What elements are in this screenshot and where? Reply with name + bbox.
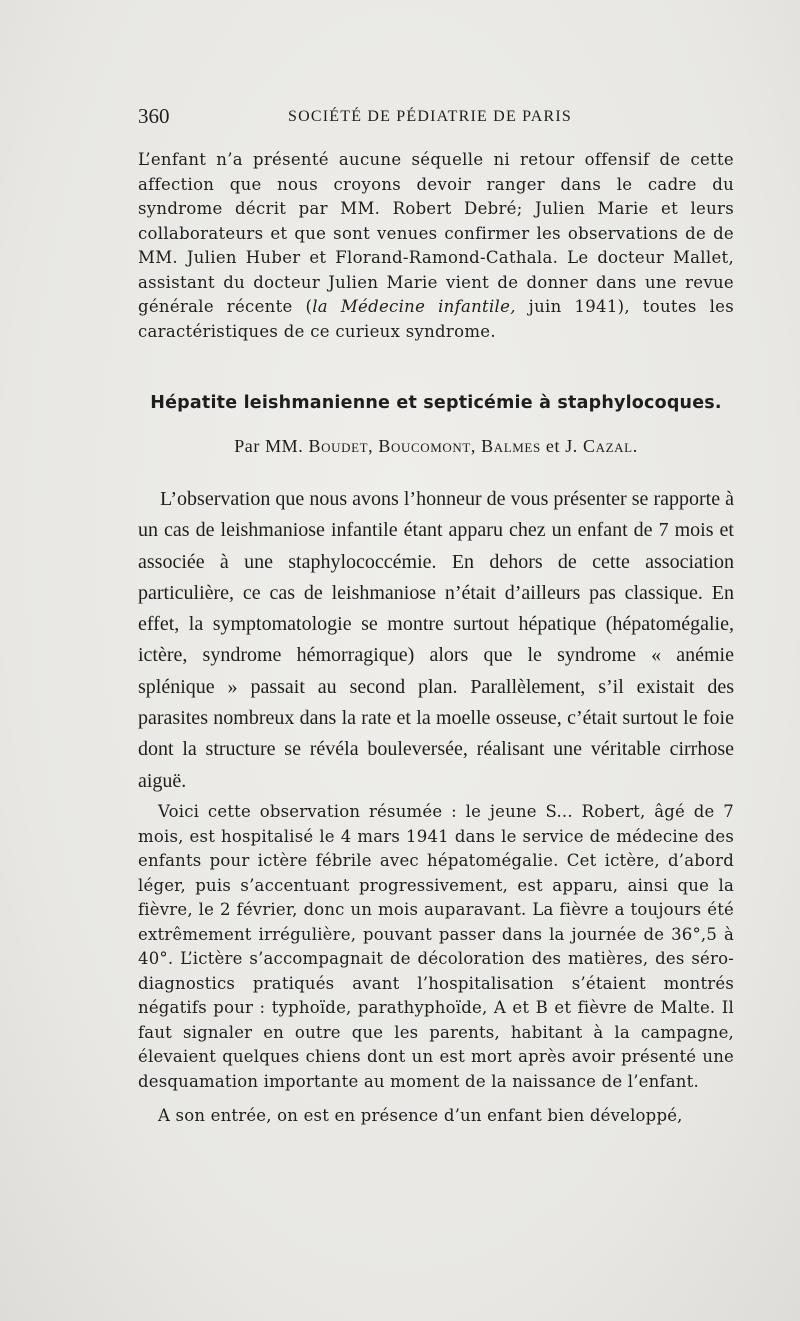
article-authors: Par MM. Boudet, Boucomont, Balmes et J. Cazal. (234, 436, 638, 456)
paragraph-continuation: A son entrée, on est en présence d’un enfant bien développé, (158, 1106, 683, 1125)
author-name: Boudet (308, 436, 369, 456)
paragraph-introduction: L’observation que nous avons l’honneur de vous présenter se rapporte à un cas de leishmaniose infantile étant apparu chez un enfant de 7 mois et associée à une staphylococcémie. En dehors de cette association particulière, ce cas de leishmaniose n’était d’ailleurs pas classique. En effet, la symptomatologie se montre surtout hépatique (hépatomégalie, ictère, syndrome hémorragique) alors que le syndrome « anémie splénique » passait au second plan. Parallèlement, s’il existait des parasites nombreux dans la rate et la moelle osseuse, c’était surtout le foie dont la structure se révéla bouleversée, réalisant une véritable cirrhose aiguë. (138, 488, 734, 792)
author-name: Balmes (481, 436, 541, 456)
author-name: Boucomont (378, 436, 471, 456)
article-title: Hépatite leishmanienne et septicémie à staphylocoques. (150, 393, 722, 413)
author-initial: J. (565, 436, 578, 456)
authors-end: . (632, 436, 638, 456)
author-name: Cazal (583, 436, 633, 456)
paragraph-previous-article-end (138, 148, 734, 344)
paragraph-text-after-citation: juin 1941), toutes les caractéristiques de ce curieux syndrome. (138, 297, 734, 341)
page-header (138, 104, 734, 130)
running-title: SOCIÉTÉ DE PÉDIATRIE DE PARIS (288, 108, 572, 125)
authors-prefix: Par MM. (234, 436, 304, 456)
authors-conjunction: et (545, 436, 561, 456)
journal-citation: la Médecine infantile, (312, 297, 516, 316)
paragraph-text: L’enfant n’a présenté aucune séquelle ni retour offensif de cette affection que nous croyons devoir ranger dans le cadre du syndrome décrit par MM. Robert Debré; Julien Marie et leurs collaborateurs et que sont venues confirmer les observations de de MM. Julien Huber et Florand-Ramond-Cathala. Le docteur Mallet, assistant du docteur Julien Marie vient de donner dans une revue générale récente ( (138, 150, 734, 316)
page-number: 360 (138, 104, 170, 128)
paragraph-observation: Voici cette observation résumée : le jeune S... Robert, âgé de 7 mois, est hospitalisé le 4 mars 1941 dans le service de médecine des enfants pour ictère fébrile avec hépatomégalie. Cet ictère, d’abord léger, puis s’accentuant progressivement, est apparu, ainsi que la fièvre, le 2 février, donc un mois auparavant. La fièvre a toujours été extrêmement irrégulière, pouvant passer dans la journée de 36°,5 à 40°. L’ictère s’accompagnait de décoloration des matières, des séro-diagnostics pratiqués avant l’hospitalisation s’étaient montrés négatifs pour : typhoïde, parathyphoïde, A et B et fièvre de Malte. Il faut signaler en outre que les parents, habitant à la campagne, élevaient quelques chiens dont un est mort après avoir présenté une desquamation importante au moment de la naissance de l’enfant. (138, 802, 734, 1091)
